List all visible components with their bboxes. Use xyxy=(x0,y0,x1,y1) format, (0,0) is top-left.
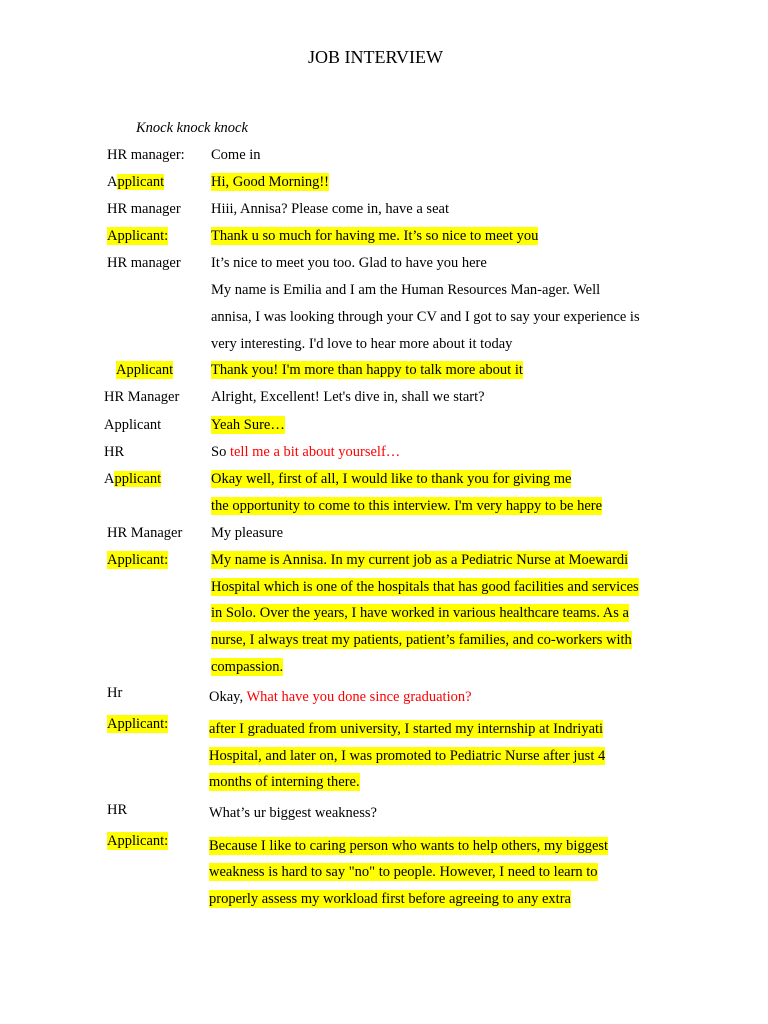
speaker-label: Hr xyxy=(107,685,123,701)
speaker-label: HR manager: xyxy=(107,147,185,163)
dialogue-line: It’s nice to meet you too. Glad to have you here xyxy=(211,255,487,271)
interview-question: What have you done since graduation? xyxy=(246,689,472,705)
speaker-label: Applicant xyxy=(104,417,162,433)
dialogue-line: months of interning there. xyxy=(209,774,360,790)
document-title: JOB INTERVIEW xyxy=(308,47,444,67)
speaker-label: Applicant xyxy=(104,471,162,487)
dialogue-line: My name is Annisa. In my current job as a Pediatric Nurse at Moewardi xyxy=(211,552,629,568)
speaker-label: HR Manager xyxy=(104,389,180,405)
dialogue-line: Thank you! I'm more than happy to talk more about it xyxy=(211,362,523,378)
speaker-label: HR manager xyxy=(107,201,181,217)
speaker-label: Applicant: xyxy=(107,716,169,732)
dialogue-line: Come in xyxy=(211,147,261,163)
dialogue-text: Okay, xyxy=(209,689,247,705)
dialogue-line: Thank u so much for having me. It’s so nice to meet you xyxy=(211,228,539,244)
dialogue-line: Alright, Excellent! Let's dive in, shall we start? xyxy=(211,389,485,405)
dialogue-line: What’s ur biggest weakness? xyxy=(209,805,377,821)
dialogue-line: Okay well, first of all, I would like to thank you for giving me xyxy=(211,471,572,487)
dialogue-line: My pleasure xyxy=(211,525,284,541)
speaker-label: HR Manager xyxy=(107,525,183,541)
dialogue-text: So xyxy=(211,444,230,460)
dialogue-line: properly assess my workload first before agreeing to any extra xyxy=(209,891,571,907)
dialogue-line: Yeah Sure… xyxy=(211,417,285,433)
dialogue-line: Hi, Good Morning!! xyxy=(211,174,330,190)
dialogue-line: compassion. xyxy=(211,659,284,675)
dialogue-line xyxy=(211,443,400,461)
dialogue-line: Hiii, Annisa? Please come in, have a seat xyxy=(211,201,449,217)
dialogue-line: annisa, I was looking through your CV and I got to say your experience is xyxy=(211,309,640,325)
dialogue-line: the opportunity to come to this interview. I'm very happy to be here xyxy=(211,498,603,514)
dialogue-line: after I graduated from university, I started my internship at Indriyati xyxy=(209,721,604,737)
dialogue-line: My name is Emilia and I am the Human Resources Man-ager. Well xyxy=(211,282,601,298)
dialogue-line xyxy=(209,688,472,706)
speaker-label: HR xyxy=(104,444,125,460)
dialogue-line: nurse, I always treat my patients, patient’s families, and co-workers with xyxy=(211,632,632,648)
dialogue-line: Hospital, and later on, I was promoted to Pediatric Nurse after just 4 xyxy=(209,748,606,764)
dialogue-line: weakness is hard to say "no" to people. However, I need to learn to xyxy=(209,864,598,880)
interview-question: tell me a bit about yourself… xyxy=(229,444,401,460)
speaker-label: Applicant: xyxy=(107,228,169,244)
dialogue-line: very interesting. I'd love to hear more about it today xyxy=(211,336,513,352)
speaker-highlight: pplicant xyxy=(114,471,162,487)
speaker-label: Applicant: xyxy=(107,552,169,568)
speaker-label: Applicant xyxy=(116,362,174,378)
dialogue-line: in Solo. Over the years, I have worked in various healthcare teams. As a xyxy=(211,605,629,621)
dialogue-line: Because I like to caring person who wants to help others, my biggest xyxy=(209,838,609,854)
speaker-highlight: pplicant xyxy=(117,174,165,190)
speaker-label: Applicant: xyxy=(107,833,169,849)
speaker-label: Applicant xyxy=(107,174,165,190)
speaker-label: HR xyxy=(107,802,128,818)
dialogue-line: Hospital which is one of the hospitals that has good facilities and services xyxy=(211,579,639,595)
stage-direction: Knock knock knock xyxy=(136,120,248,136)
speaker-label: HR manager xyxy=(107,255,181,271)
